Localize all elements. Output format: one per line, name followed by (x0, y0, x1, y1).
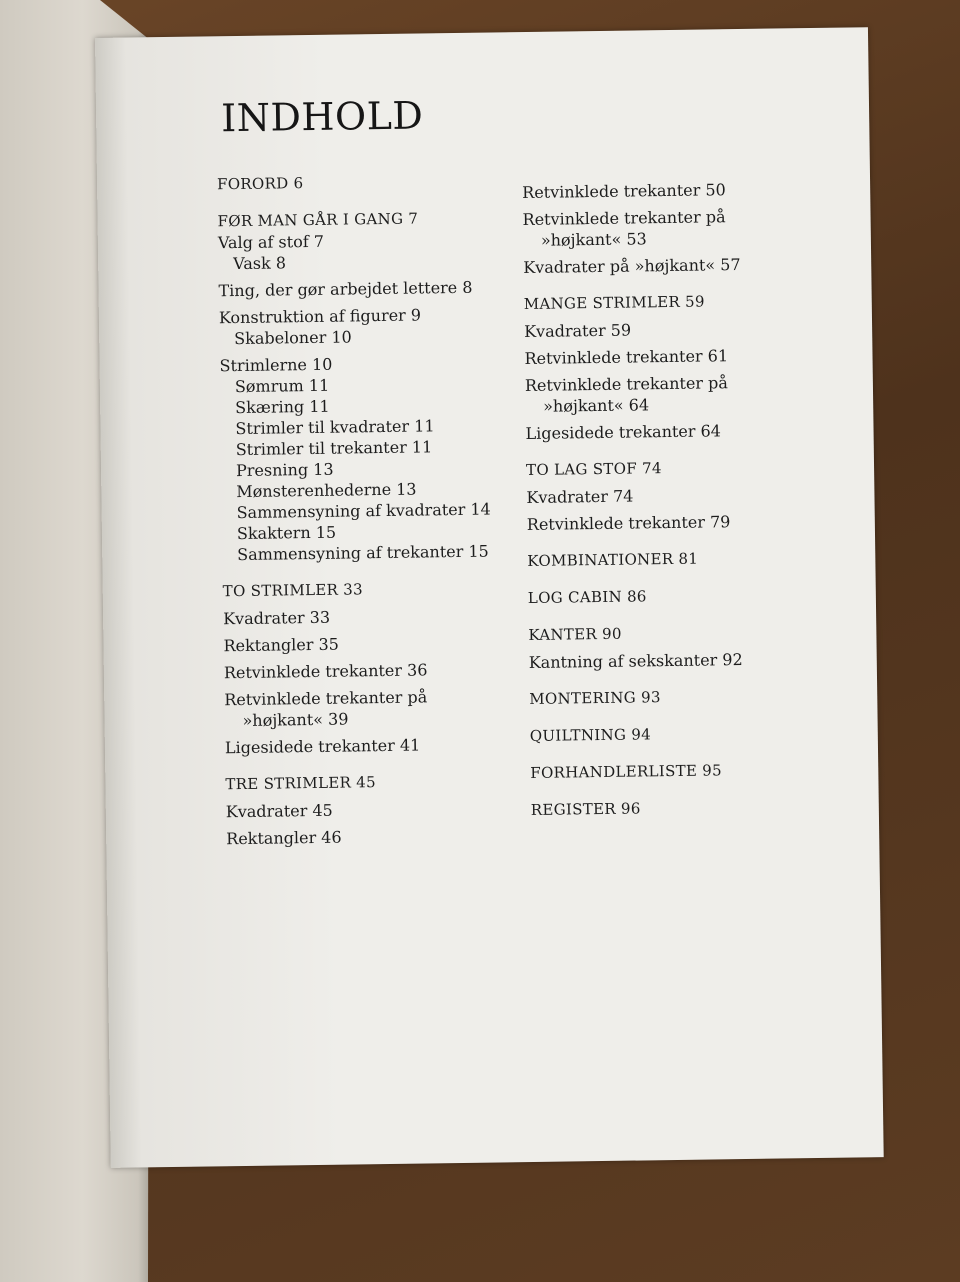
toc-entry: Kvadrater på »højkant« 57 (523, 255, 741, 278)
toc-entry: Retvinklede trekanter på (522, 207, 726, 230)
toc-entry: Skaktern 15 (236, 522, 337, 544)
toc-entry: MANGE STRIMLER 59 (523, 292, 705, 314)
toc-entry: Sammensyning af kvadrater 14 (236, 499, 491, 523)
toc-entry: KOMBINATIONER 81 (527, 549, 699, 571)
toc-entry: FORORD 6 (216, 174, 304, 194)
toc-entry: Skæring 11 (235, 396, 330, 418)
toc-entry: Presning 13 (235, 459, 334, 481)
toc-entry: Sammensyning af trekanter 15 (237, 541, 489, 565)
toc-entry: Retvinklede trekanter 50 (522, 180, 726, 203)
toc-entry: Strimler til trekanter 11 (235, 437, 433, 460)
toc-entry: TRE STRIMLER 45 (225, 773, 376, 794)
toc-entry: Vask 8 (233, 253, 287, 274)
toc-entry: QUILTNING 94 (529, 725, 652, 745)
toc-entry: LOG CABIN 86 (527, 587, 647, 608)
toc-entry: Ligesidede trekanter 64 (525, 421, 722, 444)
toc-right-column (522, 178, 831, 821)
toc-entry: Ting, der gør arbejdet lettere 8 (218, 277, 473, 301)
toc-entry: Sømrum 11 (234, 375, 330, 397)
toc-entry: REGISTER 96 (530, 799, 641, 819)
toc-entry: TO LAG STOF 74 (525, 459, 662, 480)
toc-entry: Valg af stof 7 (217, 231, 325, 253)
toc-entry: Ligesidede trekanter 41 (224, 735, 421, 758)
toc-entry: Mønsterenhederne 13 (236, 479, 417, 502)
toc-entry: Rektangler 46 (226, 827, 342, 849)
toc-entry: KANTER 90 (528, 624, 622, 645)
toc-entry: TO STRIMLER 33 (222, 580, 364, 601)
toc-entry: »højkant« 64 (543, 395, 650, 416)
toc-entry: Rektangler 35 (223, 634, 340, 656)
toc-entry: Kantning af sekskanter 92 (528, 650, 743, 673)
toc-entry: Kvadrater 33 (222, 607, 331, 629)
toc-entry: Kvadrater 45 (225, 800, 333, 822)
toc-entry: »højkant« 39 (242, 709, 349, 731)
toc-entry: Kvadrater 74 (526, 486, 634, 508)
toc-entry: Retvinklede trekanter på (524, 373, 728, 396)
page-title: INDHOLD (220, 93, 424, 141)
toc-entry: FØR MAN GÅR I GANG 7 (217, 209, 419, 231)
toc-entry: Retvinklede trekanter på (224, 687, 428, 710)
toc-entry: Kvadrater 59 (524, 320, 632, 342)
toc-entry: Strimler til kvadrater 11 (235, 416, 435, 439)
toc-entry: MONTERING 93 (529, 688, 661, 709)
toc-entry: Konstruktion af figurer 9 (218, 305, 422, 328)
toc-entry: Skabeloner 10 (234, 327, 352, 349)
toc-entry: Retvinklede trekanter 61 (524, 346, 729, 369)
book-page (95, 27, 884, 1168)
toc-entry: Strimlerne 10 (219, 354, 333, 376)
toc-entry: Retvinklede trekanter 79 (526, 512, 731, 535)
toc-entry: »højkant« 53 (540, 229, 647, 250)
toc-entry: Retvinklede trekanter 36 (223, 660, 428, 683)
toc-entry: FORHANDLERLISTE 95 (530, 761, 723, 782)
toc-left-column (217, 170, 526, 849)
